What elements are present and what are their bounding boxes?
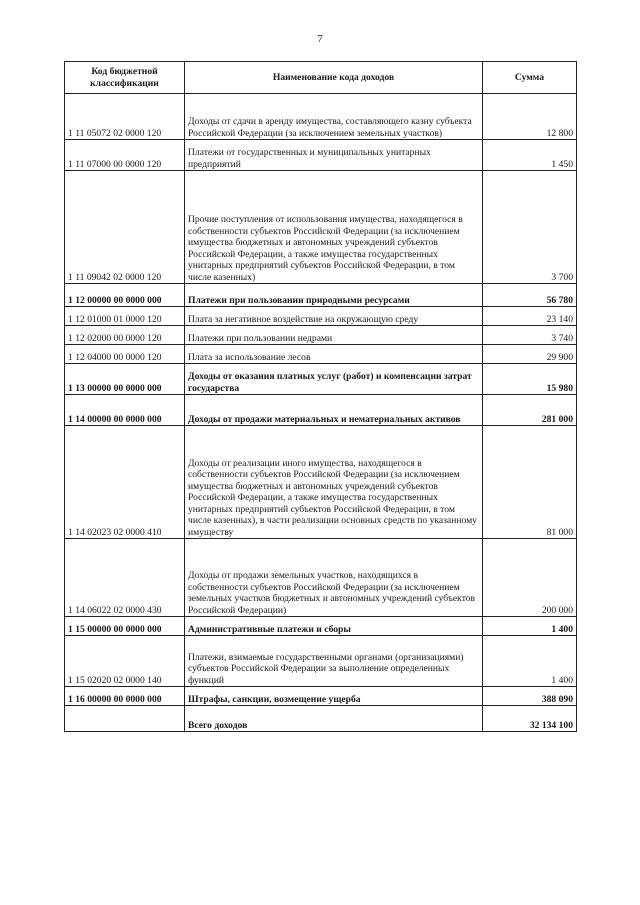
cell-name: Плата за использование лесов xyxy=(185,345,483,364)
table-row xyxy=(65,364,577,395)
cell-name: Штрафы, санкции, возмещение ущерба xyxy=(185,687,483,706)
cell-amount: 1 400 xyxy=(483,617,577,636)
cell-name: Прочие поступления от использования имущества, находящегося в собственности субъектов Российской Федерации (за исключением имущества бюджетных и автономных учреждений субъектов Российской Федерации, а также имущества государственных унитарных предприятий субъектов Российской Федерации, в том числе казенных) xyxy=(185,171,483,284)
cell-name: Доходы от продажи материальных и нематериальных активов xyxy=(185,395,483,426)
cell-amount: 29 900 xyxy=(483,345,577,364)
table-row xyxy=(65,140,577,171)
table-body xyxy=(65,94,577,732)
cell-code: 1 11 09042 02 0000 120 xyxy=(65,171,185,284)
revenue-table xyxy=(64,61,577,732)
table-row xyxy=(65,94,577,140)
table-row xyxy=(65,426,577,539)
header-amount: Сумма xyxy=(483,62,577,94)
cell-name: Платежи при пользовании природными ресурсами xyxy=(185,284,483,307)
header-name: Наименование кода доходов xyxy=(185,62,483,94)
cell-code: 1 16 00000 00 0000 000 xyxy=(65,687,185,706)
table-row xyxy=(65,307,577,326)
cell-code: 1 14 00000 00 0000 000 xyxy=(65,395,185,426)
cell-code: 1 13 00000 00 0000 000 xyxy=(65,364,185,395)
cell-code: 1 14 06022 02 0000 430 xyxy=(65,539,185,617)
cell-code: 1 12 02000 00 0000 120 xyxy=(65,326,185,345)
cell-amount: 3 700 xyxy=(483,171,577,284)
cell-name: Доходы от оказания платных услуг (работ) и компенсации затрат государства xyxy=(185,364,483,395)
cell-name: Доходы от продажи земельных участков, находящихся в собственности субъектов Российской Федерации (за исключением земельных участков бюджетных и автономных учреждений субъектов Российской Федерации) xyxy=(185,539,483,617)
table-row xyxy=(65,326,577,345)
cell-amount: 32 134 100 xyxy=(483,706,577,732)
cell-code: 1 11 07000 00 0000 120 xyxy=(65,140,185,171)
cell-name: Доходы от реализации иного имущества, находящегося в собственности субъектов Российской Федерации (за исключением имущества бюджетных и автономных учреждений субъектов Российской Федерации, а также имущества государственных унитарных предприятий субъектов Российской Федерации, в том числе казенных), в части реализации основных средств по указанному имуществу xyxy=(185,426,483,539)
cell-name: Платежи от государственных и муниципальных унитарных предприятий xyxy=(185,140,483,171)
cell-name: Платежи при пользовании недрами xyxy=(185,326,483,345)
table-row xyxy=(65,284,577,307)
table-row xyxy=(65,171,577,284)
cell-amount: 15 980 xyxy=(483,364,577,395)
header-code: Код бюджетной классификации xyxy=(65,62,185,94)
cell-name: Административные платежи и сборы xyxy=(185,617,483,636)
cell-amount: 281 000 xyxy=(483,395,577,426)
cell-amount: 1 400 xyxy=(483,636,577,687)
cell-amount: 388 090 xyxy=(483,687,577,706)
table-row xyxy=(65,706,577,732)
table-row xyxy=(65,539,577,617)
table-row xyxy=(65,395,577,426)
cell-amount: 56 780 xyxy=(483,284,577,307)
cell-amount: 81 000 xyxy=(483,426,577,539)
cell-name: Плата за негативное воздействие на окружающую среду xyxy=(185,307,483,326)
table-row xyxy=(65,617,577,636)
cell-code: 1 12 04000 00 0000 120 xyxy=(65,345,185,364)
page-number: 7 xyxy=(317,33,323,45)
cell-code xyxy=(65,706,185,732)
table-row xyxy=(65,345,577,364)
cell-amount: 23 140 xyxy=(483,307,577,326)
cell-code: 1 15 00000 00 0000 000 xyxy=(65,617,185,636)
cell-name: Доходы от сдачи в аренду имущества, составляющего казну субъекта Российской Федерации (за исключением земельных участков) xyxy=(185,94,483,140)
cell-amount: 12 800 xyxy=(483,94,577,140)
cell-amount: 200 000 xyxy=(483,539,577,617)
cell-code: 1 11 05072 02 0000 120 xyxy=(65,94,185,140)
cell-code: 1 15 02020 02 0000 140 xyxy=(65,636,185,687)
table-row xyxy=(65,687,577,706)
cell-amount: 1 450 xyxy=(483,140,577,171)
cell-amount: 3 740 xyxy=(483,326,577,345)
cell-code: 1 12 01000 01 0000 120 xyxy=(65,307,185,326)
table-header-row xyxy=(65,62,577,94)
cell-name: Платежи, взимаемые государственными органами (организациями) субъектов Российской Федерации за выполнение определенных функций xyxy=(185,636,483,687)
cell-code: 1 12 00000 00 0000 000 xyxy=(65,284,185,307)
cell-name: Всего доходов xyxy=(185,706,483,732)
table-row xyxy=(65,636,577,687)
cell-code: 1 14 02023 02 0000 410 xyxy=(65,426,185,539)
